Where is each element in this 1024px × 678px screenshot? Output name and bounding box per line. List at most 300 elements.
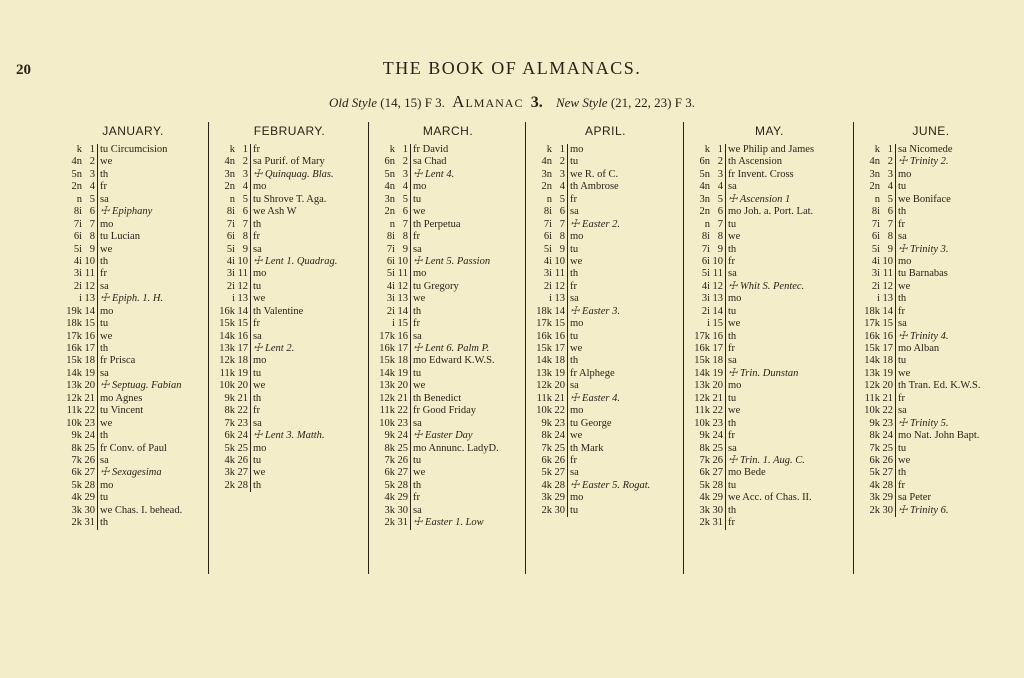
- day-number: 4: [397, 181, 411, 193]
- moon-age: 2n: [224, 181, 235, 193]
- almanac-number: 3.: [530, 94, 543, 111]
- day-entry: tu: [898, 355, 907, 367]
- day-number: 9: [84, 244, 98, 256]
- day-entry: sa: [253, 330, 262, 342]
- day-number: 13: [554, 293, 568, 305]
- day-number: 3: [397, 169, 411, 181]
- moon-age: 18k: [864, 305, 880, 317]
- day-entry: th: [100, 343, 109, 354]
- day-entry: mo: [570, 231, 584, 243]
- day-number: 21: [554, 393, 568, 405]
- calendar-row: [371, 467, 525, 479]
- day-entry: ☩ Septuag. Fabian: [100, 380, 182, 392]
- calendar-row: [528, 181, 683, 193]
- month-header: JUNE.: [912, 124, 950, 138]
- moon-age: 2i: [226, 280, 235, 292]
- moon-age: 8i: [871, 206, 880, 218]
- day-number: 12: [84, 281, 98, 293]
- day-entry: ☩ Easter 5. Rogat.: [570, 479, 651, 491]
- day-number: 19: [397, 368, 411, 380]
- calendar-row: [686, 156, 853, 168]
- calendar-row: [528, 467, 683, 479]
- moon-age: 6k: [71, 467, 82, 479]
- moon-age: 9k: [541, 417, 552, 429]
- calendar-row: [856, 281, 1006, 293]
- calendar-row: [58, 293, 208, 305]
- moon-age: 4k: [699, 492, 710, 504]
- calendar-row: [371, 256, 525, 268]
- moon-age: 4i: [226, 255, 235, 267]
- day-number: 7: [554, 219, 568, 231]
- day-number: 15: [554, 318, 568, 330]
- day-entry: th: [728, 504, 737, 516]
- calendar-row: [686, 231, 853, 243]
- day-entry: fr: [898, 392, 905, 404]
- day-entry: we: [253, 293, 266, 305]
- day-number: 11: [712, 268, 726, 280]
- day-entry: th: [898, 467, 907, 479]
- day-number: 8: [84, 231, 98, 243]
- moon-age: 3k: [224, 467, 235, 479]
- calendar-row: [371, 405, 525, 417]
- moon-age: 2k: [224, 479, 235, 491]
- calendar-row: [686, 443, 853, 455]
- moon-age: 10k: [694, 417, 710, 429]
- calendar-row: [211, 418, 368, 430]
- day-entry: we: [898, 367, 911, 379]
- day-number: 31: [712, 517, 726, 529]
- day-entry: sa: [413, 330, 422, 342]
- moon-age: 6i: [871, 231, 880, 243]
- moon-age: 7k: [869, 442, 880, 454]
- day-number: 2: [237, 156, 251, 168]
- calendar-row: [528, 306, 683, 318]
- day-entry: mo: [253, 355, 267, 367]
- day-entry: we: [253, 467, 266, 479]
- day-entry: sa: [728, 355, 737, 367]
- day-entry: sa: [253, 417, 262, 429]
- day-number: 6: [882, 206, 896, 218]
- calendar-row: [686, 355, 853, 367]
- day-entry: th: [413, 479, 422, 491]
- moon-age: 3n: [869, 168, 880, 180]
- day-number: 12: [882, 281, 896, 293]
- day-number: 3: [84, 169, 98, 181]
- moon-age: 2i: [543, 280, 552, 292]
- moon-age: 12k: [536, 380, 552, 392]
- moon-age: 9k: [384, 430, 395, 442]
- moon-age: 5n: [699, 168, 710, 180]
- day-entry: ☩ Easter 2.: [570, 218, 620, 230]
- day-number: 16: [882, 331, 896, 343]
- day-entry: tu Shrove T. Aga.: [253, 193, 327, 205]
- day-number: 5: [84, 194, 98, 206]
- day-entry: fr: [570, 454, 577, 466]
- moon-age: 5k: [224, 442, 235, 454]
- day-number: 25: [84, 443, 98, 455]
- day-entry: th Tran. Ed. K.W.S.: [898, 380, 981, 392]
- day-entry: th Perpetua: [413, 218, 461, 230]
- calendar-row: [856, 368, 1006, 380]
- moon-age: 2i: [386, 305, 395, 317]
- day-entry: tu: [570, 156, 579, 168]
- day-number: 2: [554, 156, 568, 168]
- calendar-row: [211, 306, 368, 318]
- moon-age: 6k: [541, 454, 552, 466]
- calendar-row: [528, 380, 683, 392]
- calendar-row: [211, 430, 368, 442]
- calendar-row: [686, 206, 853, 218]
- day-entry: tu Lucian: [100, 231, 140, 243]
- calendar-row: [371, 517, 525, 529]
- day-entry: fr Good Friday: [413, 405, 476, 417]
- moon-age: 2i: [701, 305, 710, 317]
- moon-age: 6k: [699, 467, 710, 479]
- day-entry: ☩ Lent 4.: [413, 168, 455, 180]
- calendar-row: [528, 231, 683, 243]
- day-number: 19: [237, 368, 251, 380]
- moon-age: n: [546, 193, 552, 205]
- calendar-row: [371, 156, 525, 168]
- day-number: 17: [84, 343, 98, 355]
- day-number: 1: [397, 144, 411, 156]
- day-number: 17: [397, 343, 411, 355]
- calendar-row: [211, 455, 368, 467]
- month-header: FEBRUARY.: [253, 124, 326, 138]
- moon-age: 2n: [699, 206, 710, 218]
- day-number: 9: [237, 244, 251, 256]
- moon-age: 8k: [869, 430, 880, 442]
- moon-age: 14k: [66, 367, 82, 379]
- day-number: 6: [84, 206, 98, 218]
- day-number: 21: [712, 393, 726, 405]
- calendar-row: [686, 256, 853, 268]
- moon-age: 2n: [869, 181, 880, 193]
- day-number: 12: [237, 281, 251, 293]
- day-entry: fr: [898, 218, 905, 230]
- day-entry: ☩ Trinity 5.: [898, 417, 949, 429]
- moon-age: 7k: [699, 454, 710, 466]
- day-entry: mo: [253, 181, 267, 193]
- month-header: APRIL.: [584, 124, 626, 138]
- month-column-february: [209, 122, 369, 574]
- day-number: 18: [397, 355, 411, 367]
- moon-age: 10k: [66, 417, 82, 429]
- calendar-row: [856, 331, 1006, 343]
- day-entry: sa: [570, 206, 579, 218]
- day-number: 20: [712, 380, 726, 392]
- day-entry: we Boniface: [898, 193, 951, 205]
- day-entry: fr: [413, 318, 420, 330]
- day-entry: mo: [728, 380, 742, 392]
- moon-age: 12k: [66, 392, 82, 404]
- moon-age: 6i: [543, 231, 552, 243]
- calendar-row: [371, 443, 525, 455]
- calendar-row: [58, 430, 208, 442]
- moon-age: 15k: [694, 355, 710, 367]
- moon-age: i: [877, 293, 880, 305]
- day-entry: fr: [728, 430, 735, 442]
- day-number: 30: [882, 505, 896, 517]
- moon-age: 5n: [71, 168, 82, 180]
- day-entry: tu: [898, 442, 907, 454]
- calendar-row: [528, 430, 683, 442]
- moon-age: 3i: [226, 268, 235, 280]
- day-entry: tu: [253, 454, 262, 466]
- moon-age: 13k: [536, 367, 552, 379]
- day-number: 12: [712, 281, 726, 293]
- day-entry: fr: [898, 479, 905, 491]
- day-entry: fr Conv. of Paul: [100, 442, 167, 454]
- moon-age: 5k: [699, 479, 710, 491]
- calendar-row: [856, 430, 1006, 442]
- moon-age: 8i: [386, 231, 395, 243]
- day-entry: tu Barnabas: [898, 268, 948, 280]
- calendar-row: [211, 281, 368, 293]
- day-number: 24: [882, 430, 896, 442]
- moon-age: 6i: [701, 255, 710, 267]
- moon-age: 6n: [699, 156, 710, 168]
- day-entry: th: [100, 517, 109, 529]
- calendar-row: [371, 368, 525, 380]
- almanac-subtitle: [0, 92, 1024, 112]
- day-entry: ☩ Lent 5. Passion: [413, 255, 491, 267]
- moon-age: 9k: [869, 417, 880, 429]
- calendar-row: [371, 268, 525, 280]
- calendar-row: [211, 318, 368, 330]
- calendar-row: [371, 505, 525, 517]
- day-number: 15: [882, 318, 896, 330]
- day-entry: we: [728, 318, 741, 330]
- calendar-row: [211, 480, 368, 492]
- day-number: 6: [237, 206, 251, 218]
- moon-age: 8i: [226, 206, 235, 218]
- day-number: 28: [882, 480, 896, 492]
- day-entry: we: [413, 206, 426, 218]
- moon-age: 2k: [869, 504, 880, 516]
- calendar-row: [371, 418, 525, 430]
- moon-age: 5k: [384, 479, 395, 491]
- day-entry: sa: [100, 193, 109, 205]
- day-entry: mo Nat. John Bapt.: [898, 430, 980, 442]
- day-entry: mo: [570, 144, 584, 155]
- day-entry: sa: [570, 293, 579, 305]
- calendar-row: [211, 467, 368, 479]
- moon-age: 5n: [384, 168, 395, 180]
- day-number: 22: [554, 405, 568, 417]
- day-entry: sa: [728, 181, 737, 193]
- day-number: 3: [237, 169, 251, 181]
- book-title: THE BOOK OF ALMANACS.: [382, 58, 642, 78]
- day-number: 17: [882, 343, 896, 355]
- day-number: 27: [237, 467, 251, 479]
- day-entry: fr Invent. Cross: [728, 168, 794, 180]
- moon-age: 2i: [871, 280, 880, 292]
- day-entry: mo: [100, 479, 114, 491]
- day-entry: we: [253, 380, 266, 392]
- moon-age: k: [76, 144, 82, 155]
- day-number: 19: [712, 368, 726, 380]
- moon-age: 5k: [71, 479, 82, 491]
- day-entry: ☩ Easter 3.: [570, 305, 620, 317]
- calendar-row: [856, 505, 1006, 517]
- moon-age: 5i: [543, 243, 552, 255]
- calendar-row: [528, 281, 683, 293]
- day-entry: tu: [570, 504, 579, 516]
- day-number: 25: [397, 443, 411, 455]
- day-number: 25: [237, 443, 251, 455]
- moon-age: 2i: [73, 280, 82, 292]
- calendar-row: [371, 455, 525, 467]
- day-number: 11: [554, 268, 568, 280]
- moon-age: 5k: [541, 467, 552, 479]
- moon-age: 3i: [871, 268, 880, 280]
- calendar-row: [58, 219, 208, 231]
- day-entry: we: [570, 343, 583, 354]
- calendar-row: [211, 405, 368, 417]
- day-number: 15: [237, 318, 251, 330]
- calendar-row: [58, 393, 208, 405]
- calendar-row: [211, 380, 368, 392]
- day-number: 21: [882, 393, 896, 405]
- calendar-row: [58, 281, 208, 293]
- day-entry: fr: [253, 144, 260, 155]
- moon-age: 7i: [701, 243, 710, 255]
- day-number: 9: [882, 244, 896, 256]
- almanac-label: Almanac: [452, 92, 524, 111]
- calendar-row: [58, 169, 208, 181]
- day-entry: ☩ Easter 4.: [570, 392, 620, 404]
- moon-age: 9k: [71, 430, 82, 442]
- calendar-row: [211, 194, 368, 206]
- day-number: 23: [712, 418, 726, 430]
- moon-age: 12k: [694, 392, 710, 404]
- calendar-row: [686, 169, 853, 181]
- day-number: 5: [237, 194, 251, 206]
- calendar-row: [58, 194, 208, 206]
- moon-age: 8k: [71, 442, 82, 454]
- day-number: 30: [712, 505, 726, 517]
- day-entry: th Valentine: [253, 305, 304, 317]
- day-entry: tu: [253, 367, 262, 379]
- calendar-row: [686, 181, 853, 193]
- day-number: 14: [397, 306, 411, 318]
- day-number: 23: [84, 418, 98, 430]
- moon-age: 4i: [543, 255, 552, 267]
- calendar-row: [686, 430, 853, 442]
- day-entry: th: [570, 268, 579, 280]
- calendar-row: [856, 355, 1006, 367]
- moon-age: 6k: [384, 467, 395, 479]
- moon-age: 16k: [694, 343, 710, 354]
- moon-age: 16k: [66, 343, 82, 354]
- calendar-row: [528, 393, 683, 405]
- moon-age: 2k: [71, 517, 82, 529]
- moon-age: 13k: [379, 380, 395, 392]
- day-entry: ☩ Easter Day: [413, 430, 473, 442]
- month-column-may: [684, 122, 854, 574]
- calendar-row: [856, 418, 1006, 430]
- calendar-row: [856, 156, 1006, 168]
- day-entry: sa: [413, 243, 422, 255]
- moon-age: n: [874, 193, 880, 205]
- calendar-row: [528, 331, 683, 343]
- day-entry: ☩ Lent 3. Matth.: [253, 430, 325, 442]
- day-entry: ☩ Trin. Dunstan: [728, 367, 799, 379]
- day-entry: we: [570, 255, 583, 267]
- day-entry: th: [413, 305, 422, 317]
- old-style-values: (14, 15) F 3.: [380, 95, 445, 110]
- moon-age: 7i: [543, 218, 552, 230]
- day-number: 21: [237, 393, 251, 405]
- moon-age: 7k: [71, 454, 82, 466]
- day-number: 7: [84, 219, 98, 231]
- moon-age: 4n: [384, 181, 395, 193]
- moon-age: 5i: [386, 268, 395, 280]
- calendar-row: [528, 443, 683, 455]
- moon-age: n: [229, 193, 235, 205]
- day-number: 17: [554, 343, 568, 355]
- calendar-row: [371, 194, 525, 206]
- day-entry: we: [413, 467, 426, 479]
- day-entry: fr: [570, 280, 577, 292]
- day-number: 26: [712, 455, 726, 467]
- moon-age: 14k: [379, 367, 395, 379]
- calendar-row: [58, 517, 208, 529]
- moon-age: 3k: [869, 492, 880, 504]
- moon-age: 11k: [379, 405, 395, 417]
- day-number: 3: [554, 169, 568, 181]
- day-entry: ☩ Trin. 1. Aug. C.: [728, 454, 805, 466]
- day-number: 11: [84, 268, 98, 280]
- moon-age: 10k: [379, 417, 395, 429]
- day-entry: mo: [253, 268, 267, 280]
- day-entry: fr: [100, 268, 107, 280]
- calendar-row: [58, 144, 208, 156]
- day-entry: we: [100, 330, 113, 342]
- moon-age: 17k: [66, 330, 82, 342]
- moon-age: 9k: [224, 392, 235, 404]
- calendar-row: [58, 231, 208, 243]
- calendar-row: [371, 355, 525, 367]
- moon-age: 4n: [699, 181, 710, 193]
- moon-age: 15k: [864, 343, 880, 354]
- month-column-april: [526, 122, 684, 574]
- day-number: 25: [712, 443, 726, 455]
- day-entry: mo: [898, 255, 912, 267]
- moon-age: 4i: [871, 255, 880, 267]
- calendar-row: [58, 318, 208, 330]
- day-number: 25: [882, 443, 896, 455]
- calendar-row: [856, 318, 1006, 330]
- day-entry: fr: [253, 405, 260, 417]
- calendar-row: [856, 293, 1006, 305]
- day-entry: th: [898, 293, 907, 305]
- day-entry: th Ascension: [728, 156, 782, 168]
- moon-age: 13k: [219, 343, 235, 354]
- day-entry: mo: [570, 405, 584, 417]
- day-number: 4: [554, 181, 568, 193]
- calendar-row: [211, 231, 368, 243]
- day-entry: sa: [100, 367, 109, 379]
- day-entry: sa: [728, 268, 737, 280]
- moon-age: 15k: [219, 318, 235, 330]
- calendar-row: [856, 405, 1006, 417]
- moon-age: 4n: [224, 156, 235, 168]
- calendar-row: [686, 492, 853, 504]
- day-number: 5: [397, 194, 411, 206]
- day-number: 2: [712, 156, 726, 168]
